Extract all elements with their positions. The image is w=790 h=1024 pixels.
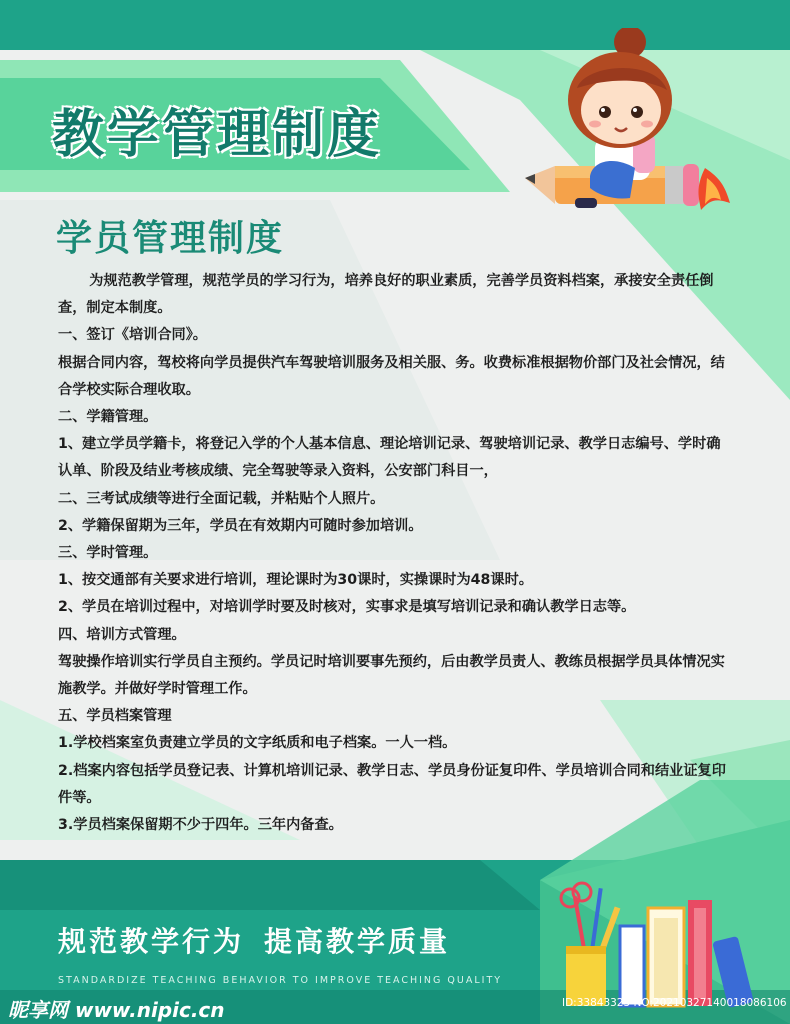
footer-slogan [58, 920, 450, 960]
paragraph-archive-1: 1.学校档案室负责建立学员的文字纸质和电子档案。一人一档。 [58, 735, 457, 752]
paragraph-hours-1: 1、按交通部有关要求进行培训，理论课时为30课时，实操课时为48课时。 [58, 572, 533, 589]
section-heading-archive: 五、学员档案管理 [58, 708, 172, 725]
paragraph-enrollment-1: 1、建立学员学籍卡，将登记入学的个人基本信息、理论培训记录、驾驶培训记录、教学日志编号、学时确认单、阶段及结业考核成绩、完全驾驶等录入资料，公安部门科目一， [58, 436, 721, 480]
section-heading-training: 四、培训方式管理。 [58, 626, 186, 643]
paragraph-archive-2: 2.档案内容包括学员登记表、计算机培训记录、教学日志、学员身份证复印件、学员培训合同和结业证复印件等。 [58, 762, 726, 806]
paragraph-contract: 根据合同内容，驾校将向学员提供汽车驾驶培训服务及相关服、务。收费标准根据物价部门及社会情况，结合学校实际合理收取。 [58, 354, 725, 398]
footer-slogan-english: STANDARDIZE TEACHING BEHAVIOR TO IMPROVE TEACHING QUALITY [58, 975, 503, 986]
paragraph-enrollment-3: 2、学籍保留期为三年，学员在有效期内可随时参加培训。 [58, 517, 423, 534]
main-title: 教学管理制度 [52, 105, 383, 165]
books-and-pencil-cup-illustration [550, 878, 782, 1008]
section-title: 学员管理制度 [56, 218, 285, 259]
slogan-part-1: 规范教学行为 [58, 925, 245, 958]
paragraph-hours-2: 2、学员在培训过程中，对培训学时要及时核对，实事求是填写培训记录和确认教学日志等。 [58, 599, 636, 616]
section-heading-hours: 三、学时管理。 [58, 545, 158, 562]
document-body [58, 268, 730, 839]
slogan-part-2: 提高教学质量 [264, 925, 451, 958]
paragraph-enrollment-2: 二、三考试成绩等进行全面记载，并粘贴个人照片。 [58, 490, 385, 507]
section-heading-enrollment: 二、学籍管理。 [58, 409, 158, 426]
site-watermark: 昵享网 www.nipic.cn [8, 998, 225, 1022]
girl-on-pencil-illustration [515, 28, 740, 228]
intro-paragraph: 为规范教学管理，规范学员的学习行为，培养良好的职业素质，完善学员资料档案，承接安全责任倒查，制定本制度。 [58, 273, 714, 317]
paragraph-archive-3: 3.学员档案保留期不少于四年。三年内备查。 [58, 817, 343, 834]
image-id-label: ID:33843323 NO:20210327140018086106 [562, 997, 787, 1009]
paragraph-training: 驾驶操作培训实行学员自主预约。学员记时培训要事先预约，后由教学员责人、教练员根据学员具体情况实施教学。并做好学时管理工作。 [58, 653, 725, 698]
section-heading-contract: 一、签订《培训合同》。 [58, 327, 207, 344]
